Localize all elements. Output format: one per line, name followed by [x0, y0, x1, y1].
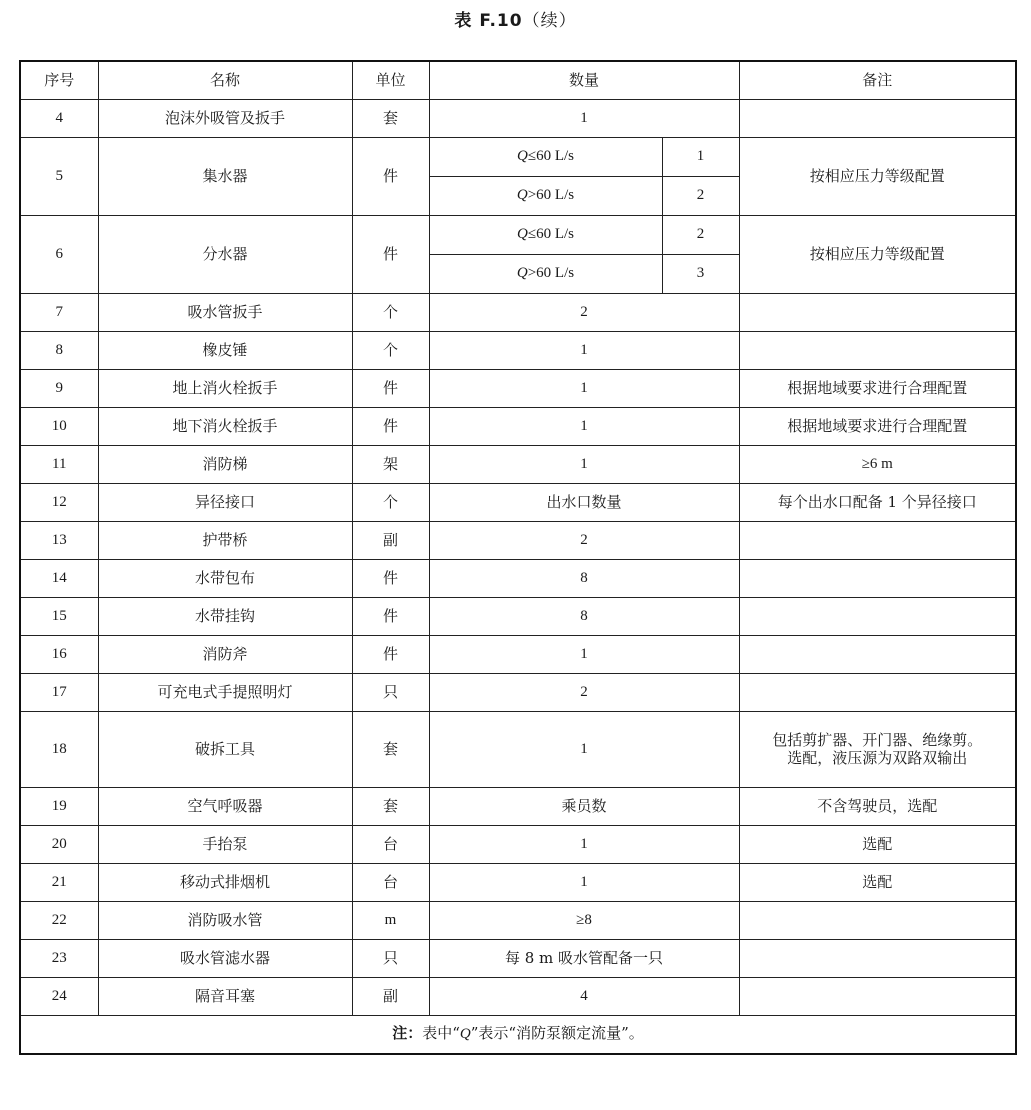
table-footnote: 注：表中“Q”表示“消防泵额定流量”。: [20, 1016, 1016, 1054]
cell-note: 每个出水口配备 1 个异径接口: [739, 484, 1016, 522]
cell-unit: 件: [352, 216, 429, 294]
cell-no: 10: [20, 408, 98, 446]
cell-unit: m: [352, 902, 429, 940]
cell-name: 消防梯: [98, 446, 352, 484]
cell-note: ≥6 m: [739, 446, 1016, 484]
table-row: [20, 940, 1016, 978]
cell-no: 14: [20, 560, 98, 598]
cell-qty: 1: [429, 712, 739, 788]
note-line-1: 包括剪扩器、开门器、绝缘剪。: [772, 731, 983, 750]
table-row: [20, 138, 1016, 177]
cell-no: 22: [20, 902, 98, 940]
cell-unit: 个: [352, 332, 429, 370]
cell-note: [739, 560, 1016, 598]
cell-unit: 架: [352, 446, 429, 484]
cell-unit: 件: [352, 408, 429, 446]
cell-no: 19: [20, 788, 98, 826]
cell-note: [739, 978, 1016, 1016]
cell-qty: 2: [429, 522, 739, 560]
table-row: [20, 788, 1016, 826]
table-row: [20, 674, 1016, 712]
header-remarks: 备注: [739, 61, 1016, 100]
cell-name: 异径接口: [98, 484, 352, 522]
cell-no: 23: [20, 940, 98, 978]
table-row: [20, 408, 1016, 446]
table-row: [20, 100, 1016, 138]
cell-note: 根据地域要求进行合理配置: [739, 370, 1016, 408]
cell-note: [739, 940, 1016, 978]
cell-no: 24: [20, 978, 98, 1016]
cell-qty: 4: [429, 978, 739, 1016]
table-title: [0, 6, 1031, 31]
cell-qty: 1: [429, 370, 739, 408]
footnote-label: 注：: [392, 1024, 423, 1043]
cell-name: 护带桥: [98, 522, 352, 560]
cell-note: 根据地域要求进行合理配置: [739, 408, 1016, 446]
cell-condition: Q>60 L/s: [429, 255, 662, 294]
table-row: [20, 446, 1016, 484]
cell-sub-qty: 3: [662, 255, 739, 294]
cell-no: 15: [20, 598, 98, 636]
cell-no: 6: [20, 216, 98, 294]
cell-note: [739, 902, 1016, 940]
cell-qty: 1: [429, 826, 739, 864]
table-row: [20, 332, 1016, 370]
cell-unit: 只: [352, 940, 429, 978]
table-row: [20, 522, 1016, 560]
cell-name: 手抬泵: [98, 826, 352, 864]
cell-name: 吸水管扳手: [98, 294, 352, 332]
cell-qty: 乘员数: [429, 788, 739, 826]
cell-no: 11: [20, 446, 98, 484]
cell-name: 地上消火栓扳手: [98, 370, 352, 408]
cell-no: 12: [20, 484, 98, 522]
cell-no: 18: [20, 712, 98, 788]
cell-name: 水带挂钩: [98, 598, 352, 636]
table-row: [20, 294, 1016, 332]
cell-note: 不含驾驶员，选配: [739, 788, 1016, 826]
cell-unit: 台: [352, 864, 429, 902]
cell-qty: 每 8 m 吸水管配备一只: [429, 940, 739, 978]
cell-note: 按相应压力等级配置: [739, 216, 1016, 294]
cell-name: 地下消火栓扳手: [98, 408, 352, 446]
cell-name: 空气呼吸器: [98, 788, 352, 826]
cell-unit: 套: [352, 100, 429, 138]
cell-unit: 件: [352, 636, 429, 674]
cell-name: 消防吸水管: [98, 902, 352, 940]
table-row: [20, 826, 1016, 864]
cell-no: 8: [20, 332, 98, 370]
cell-no: 13: [20, 522, 98, 560]
cell-unit: 个: [352, 294, 429, 332]
cell-note: [739, 598, 1016, 636]
cell-note: 选配: [739, 826, 1016, 864]
cell-sub-qty: 2: [662, 177, 739, 216]
cell-name: 消防斧: [98, 636, 352, 674]
cell-qty: 出水口数量: [429, 484, 739, 522]
cell-unit: 件: [352, 598, 429, 636]
cell-note: [739, 674, 1016, 712]
table-title-main: 表 F.10: [454, 11, 523, 31]
cell-no: 5: [20, 138, 98, 216]
cell-qty: 1: [429, 446, 739, 484]
cell-note: [739, 100, 1016, 138]
header-quantity: 数量: [429, 61, 739, 100]
cell-unit: 件: [352, 370, 429, 408]
cell-note: [739, 636, 1016, 674]
header-no: 序号: [20, 61, 98, 100]
table-row: [20, 864, 1016, 902]
cell-condition: Q≤60 L/s: [429, 216, 662, 255]
cell-unit: 副: [352, 978, 429, 1016]
cell-condition: Q≤60 L/s: [429, 138, 662, 177]
cell-no: 17: [20, 674, 98, 712]
cell-note: 按相应压力等级配置: [739, 138, 1016, 216]
table-row: [20, 636, 1016, 674]
cell-name: 泡沫外吸管及扳手: [98, 100, 352, 138]
cell-name: 水带包布: [98, 560, 352, 598]
cell-unit: 件: [352, 560, 429, 598]
cell-name: 吸水管滤水器: [98, 940, 352, 978]
cell-sub-qty: 2: [662, 216, 739, 255]
cell-name: 隔音耳塞: [98, 978, 352, 1016]
table-row: [20, 560, 1016, 598]
cell-name: 橡皮锤: [98, 332, 352, 370]
cell-note: [739, 522, 1016, 560]
cell-unit: 只: [352, 674, 429, 712]
cell-unit: 个: [352, 484, 429, 522]
cell-no: 16: [20, 636, 98, 674]
cell-no: 20: [20, 826, 98, 864]
cell-qty: 2: [429, 674, 739, 712]
table-row: [20, 712, 1016, 788]
equipment-table: [19, 60, 1017, 1055]
cell-name: 分水器: [98, 216, 352, 294]
note-line-2: 选配，液压源为双路双输出: [787, 748, 968, 767]
cell-note: [739, 712, 1016, 788]
cell-name: 破拆工具: [98, 712, 352, 788]
cell-unit: 套: [352, 712, 429, 788]
table-row: [20, 598, 1016, 636]
cell-qty: 1: [429, 408, 739, 446]
table-row: [20, 216, 1016, 255]
cell-no: 9: [20, 370, 98, 408]
cell-no: 4: [20, 100, 98, 138]
cell-unit: 件: [352, 138, 429, 216]
cell-name: 集水器: [98, 138, 352, 216]
header-name: 名称: [98, 61, 352, 100]
table-title-continued: （续）: [522, 11, 577, 31]
cell-qty: 8: [429, 598, 739, 636]
cell-qty: 1: [429, 864, 739, 902]
cell-qty: 2: [429, 294, 739, 332]
cell-qty: 1: [429, 636, 739, 674]
table-row: [20, 484, 1016, 522]
table-row: [20, 902, 1016, 940]
table-row: [20, 978, 1016, 1016]
cell-no: 7: [20, 294, 98, 332]
cell-qty: 1: [429, 332, 739, 370]
cell-condition: Q>60 L/s: [429, 177, 662, 216]
cell-no: 21: [20, 864, 98, 902]
cell-name: 可充电式手提照明灯: [98, 674, 352, 712]
cell-qty: ≥8: [429, 902, 739, 940]
table-body: [20, 100, 1016, 1054]
cell-note: 选配: [739, 864, 1016, 902]
cell-name: 移动式排烟机: [98, 864, 352, 902]
cell-note: [739, 332, 1016, 370]
table-footnote-row: [20, 1016, 1016, 1054]
table-row: [20, 370, 1016, 408]
cell-note: [739, 294, 1016, 332]
cell-qty: 8: [429, 560, 739, 598]
cell-unit: 套: [352, 788, 429, 826]
cell-unit: 副: [352, 522, 429, 560]
cell-qty: 1: [429, 100, 739, 138]
header-unit: 单位: [352, 61, 429, 100]
cell-sub-qty: 1: [662, 138, 739, 177]
cell-unit: 台: [352, 826, 429, 864]
